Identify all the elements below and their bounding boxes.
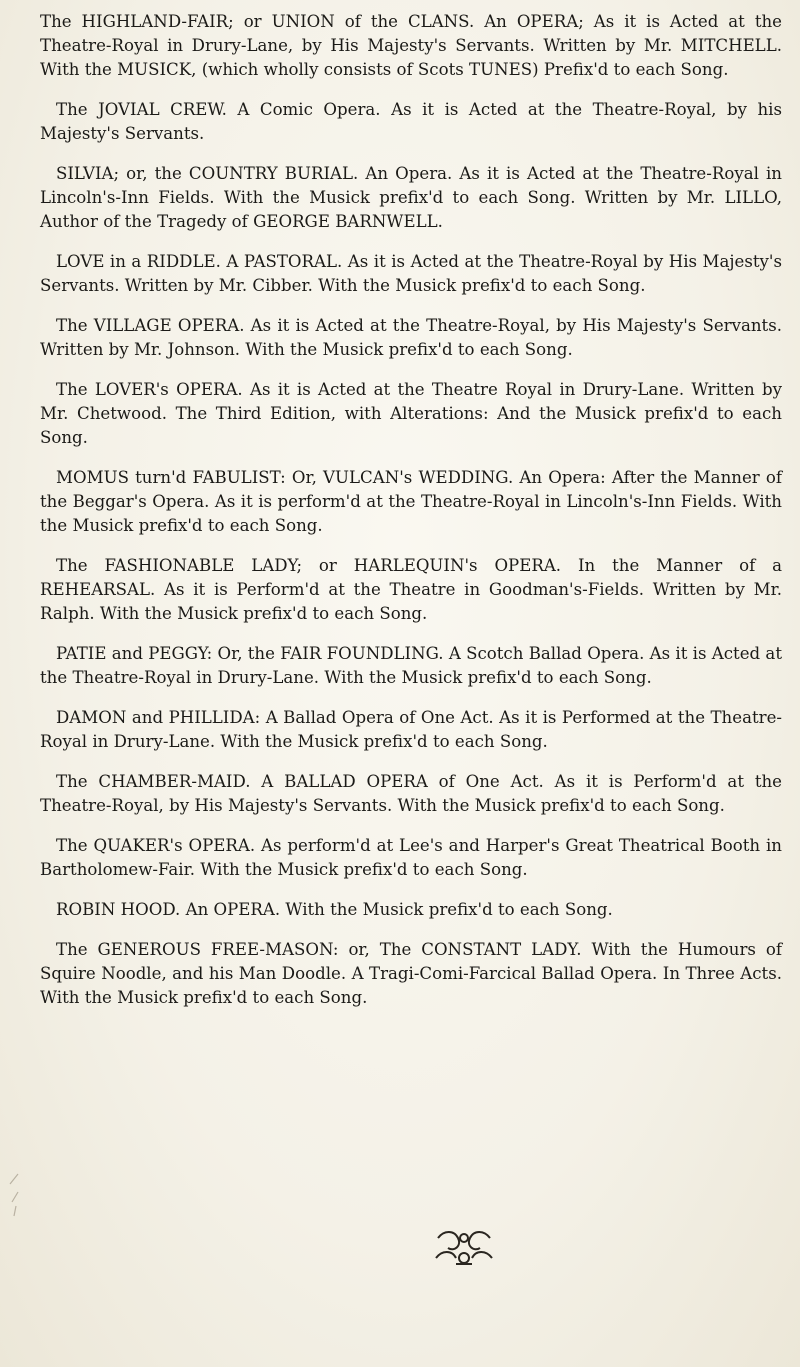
catalogue-entry-generous-free-mason: The GENEROUS FREE-MASON: or, The CONSTANT LADY. With the Humours of Squire Noodle, and his Man Doodle. A Tragi-Comi-Farcical Ballad Opera. In Three Acts. With the Musick prefix'd to each Song. bbox=[40, 940, 782, 1007]
catalogue-entry-quakers-opera: The QUAKER's OPERA. As perform'd at Lee's and Harper's Great Theatrical Booth in Bartholomew-Fair. With the Musick prefix'd to each Song. bbox=[40, 836, 782, 879]
catalogue-entry-patie-and-peggy: PATIE and PEGGY: Or, the FAIR FOUNDLING. A Scotch Ballad Opera. As it is Acted at the Theatre-Royal in Drury-Lane. With the Musick prefix'd to each Song. bbox=[40, 644, 782, 687]
catalogue-entry-robin-hood: ROBIN HOOD. An OPERA. With the Musick prefix'd to each Song. bbox=[56, 900, 613, 919]
catalogue-column bbox=[40, 10, 782, 1026]
catalogue-entry-highland-fair: The HIGHLAND-FAIR; or UNION of the CLANS. An OPERA; As it is Acted at the Theatre-Royal in Drury-Lane, by His Majesty's Servants. Written by Mr. MITCHELL. With the MUSICK, (which wholly consists of Scots TUNES) Prefix'd to each Song. bbox=[40, 12, 782, 79]
catalogue-entry-lovers-opera: The LOVER's OPERA. As it is Acted at the Theatre Royal in Drury-Lane. Written by Mr. Chetwood. The Third Edition, with Alterations: And the Musick prefix'd to each Song. bbox=[40, 380, 782, 447]
catalogue-entry-chamber-maid: The CHAMBER-MAID. A BALLAD OPERA of One Act. As it is Perform'd at the Theatre-Royal, by His Majesty's Servants. With the Musick prefix'd to each Song. bbox=[40, 772, 782, 815]
catalogue-entry-damon-and-phillida: DAMON and PHILLIDA: A Ballad Opera of One Act. As it is Performed at the Theatre-Royal in Drury-Lane. With the Musick prefix'd to each Song. bbox=[40, 708, 782, 751]
catalogue-entry-jovial-crew: The JOVIAL CREW. A Comic Opera. As it is Acted at the Theatre-Royal, by his Majesty's Servants. bbox=[40, 100, 782, 143]
catalogue-entry-silvia: SILVIA; or, the COUNTRY BURIAL. An Opera. As it is Acted at the Theatre-Royal in Lincoln's-Inn Fields. With the Musick prefix'd to each Song. Written by Mr. LILLO, Author of the Tragedy of GEORGE BARNWELL. bbox=[40, 164, 782, 231]
margin-stain bbox=[6, 1172, 22, 1218]
catalogue-entry-village-opera: The VILLAGE OPERA. As it is Acted at the Theatre-Royal, by His Majesty's Servants. Written by Mr. Johnson. With the Musick prefix'd to each Song. bbox=[40, 316, 782, 359]
catalogue-entry-momus: MOMUS turn'd FABULIST: Or, VULCAN's WEDDING. An Opera: After the Manner of the Beggar's Opera. As it is perform'd at the Theatre-Royal in Lincoln's-Inn Fields. With the Musick prefix'd to each Song. bbox=[40, 468, 782, 535]
catalogue-entry-love-in-a-riddle: LOVE in a RIDDLE. A PASTORAL. As it is Acted at the Theatre-Royal by His Majesty's Servants. Written by Mr. Cibber. With the Musick prefix'd to each Song. bbox=[40, 252, 782, 295]
catalogue-entry-fashionable-lady: The FASHIONABLE LADY; or HARLEQUIN's OPERA. In the Manner of a REHEARSAL. As it is Perform'd at the Theatre in Goodman's-Fields. Written by Mr. Ralph. With the Musick prefix'd to each Song. bbox=[40, 556, 782, 623]
printer-ornament-icon bbox=[428, 1226, 500, 1270]
